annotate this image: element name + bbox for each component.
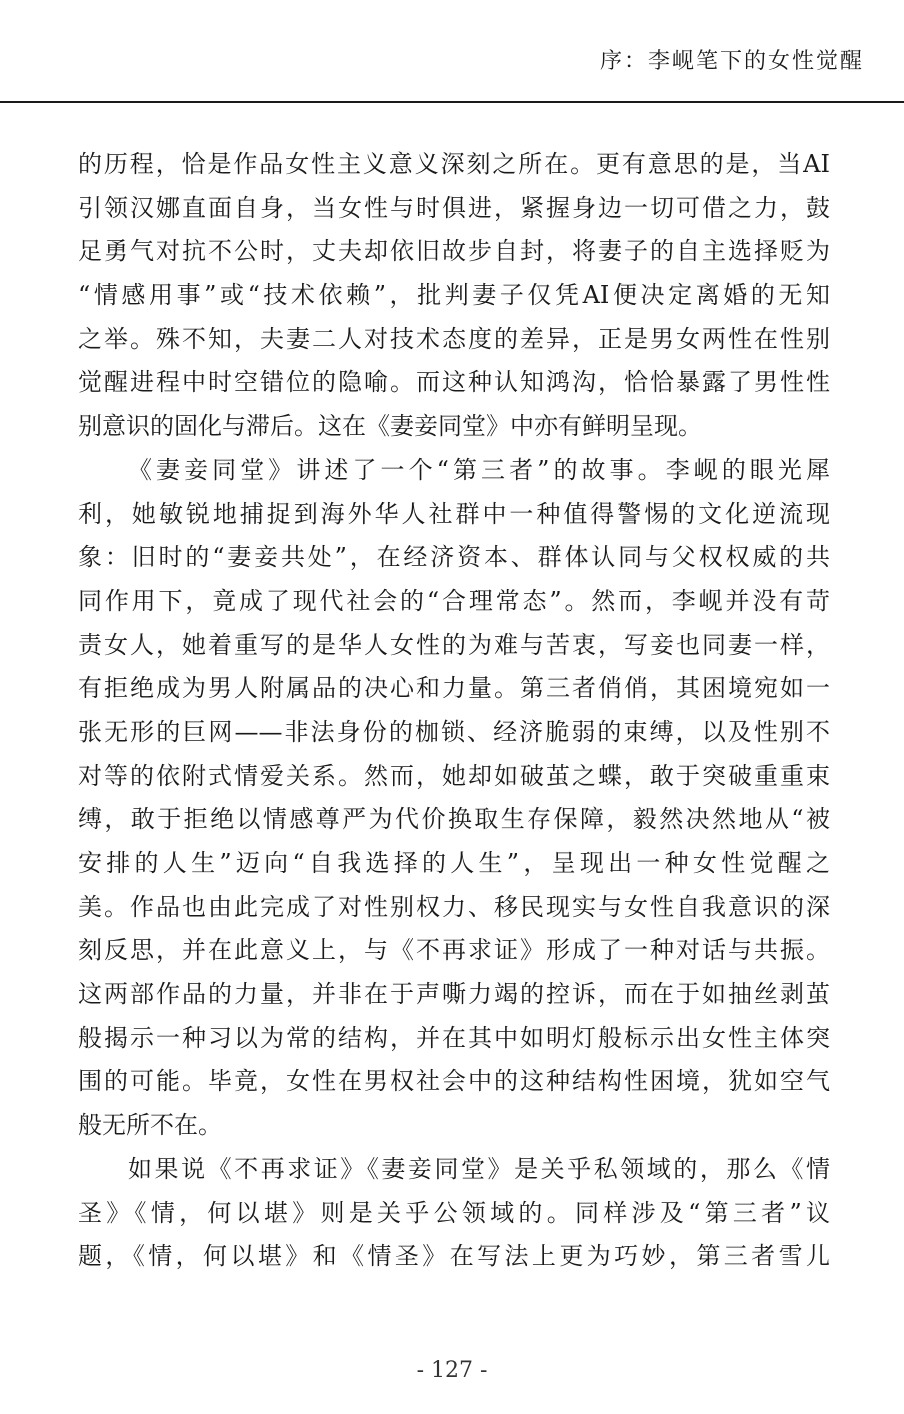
text-line: “情感用事”或“技术依赖”，批判妻子仅凭AI便决定离婚的无知 [78, 281, 830, 310]
text-line: 张无形的巨网——非法身份的枷锁、经济脆弱的束缚，以及性别不 [78, 717, 830, 746]
text-line: 这两部作品的力量，并非在于声嘶力竭的控诉，而在于如抽丝剥茧 [78, 980, 830, 1009]
paragraph-start-line: 如果说《不再求证》《妻妾同堂》是关乎私领域的，那么《情 [128, 1154, 830, 1183]
text-line: 引领汉娜直面自身，当女性与时俱进，紧握身边一切可借之力，鼓 [78, 193, 830, 222]
text-line: 安排的人生”迈向“自我选择的人生”，呈现出一种女性觉醒之 [78, 849, 830, 877]
text-line: 有拒绝成为男人附属品的决心和力量。第三者俏俏，其困境宛如一 [78, 674, 830, 703]
text-line: 觉醒进程中时空错位的隐喻。而这种认知鸿沟，恰恰暴露了男性性 [78, 368, 830, 397]
body-text [78, 143, 830, 1279]
text-line: 圣》《情，何以堪》则是关乎公领域的。同样涉及“第三者”议 [78, 1198, 830, 1227]
text-line: 同作用下，竟成了现代社会的“合理常态”。然而，李岘并没有苛 [78, 586, 830, 615]
text-line: 利，她敏锐地捕捉到海外华人社群中一种值得警惕的文化逆流现 [78, 499, 830, 528]
text-line: 对等的依附式情爱关系。然而，她却如破茧之蝶，敢于突破重重束 [78, 761, 830, 790]
header-rule [0, 101, 904, 103]
text-line: 般揭示一种习以为常的结构，并在其中如明灯般标示出女性主体突 [78, 1023, 830, 1052]
text-line: 之举。殊不知，夫妻二人对技术态度的差异，正是男女两性在性别 [78, 324, 830, 353]
text-line: 般无所不在。 [78, 1111, 222, 1140]
text-line: 别意识的固化与滞后。这在《妻妾同堂》中亦有鲜明呈现。 [78, 412, 702, 441]
page-number: - 127 - [416, 1358, 488, 1383]
text-line: 的历程，恰是作品女性主义意义深刻之所在。更有意思的是，当AI [78, 150, 830, 178]
paragraph-start-line: 《妻妾同堂》讲述了一个“第三者”的故事。李岘的眼光犀 [128, 455, 830, 484]
text-line: 美。作品也由此完成了对性别权力、移民现实与女性自我意识的深 [78, 892, 830, 921]
text-line: 题，《情，何以堪》和《情圣》在写法上更为巧妙，第三者雪儿 [78, 1242, 830, 1271]
text-line: 责女人，她着重写的是华人女性的为难与苦衷，写妾也同妻一样， [78, 630, 830, 659]
text-line: 围的可能。毕竟，女性在男权社会中的这种结构性困境，犹如空气 [78, 1067, 830, 1096]
running-header: 序：李岘笔下的女性觉醒 [599, 49, 864, 74]
text-line: 刻反思，并在此意义上，与《不再求证》形成了一种对话与共振。 [78, 936, 830, 965]
text-line: 足勇气对抗不公时，丈夫却依旧故步自封，将妻子的自主选择贬为 [78, 237, 830, 266]
text-line: 缚，敢于拒绝以情感尊严为代价换取生存保障，毅然决然地从“被 [78, 805, 830, 834]
text-line: 象：旧时的“妻妾共处”，在经济资本、群体认同与父权权威的共 [78, 543, 830, 572]
